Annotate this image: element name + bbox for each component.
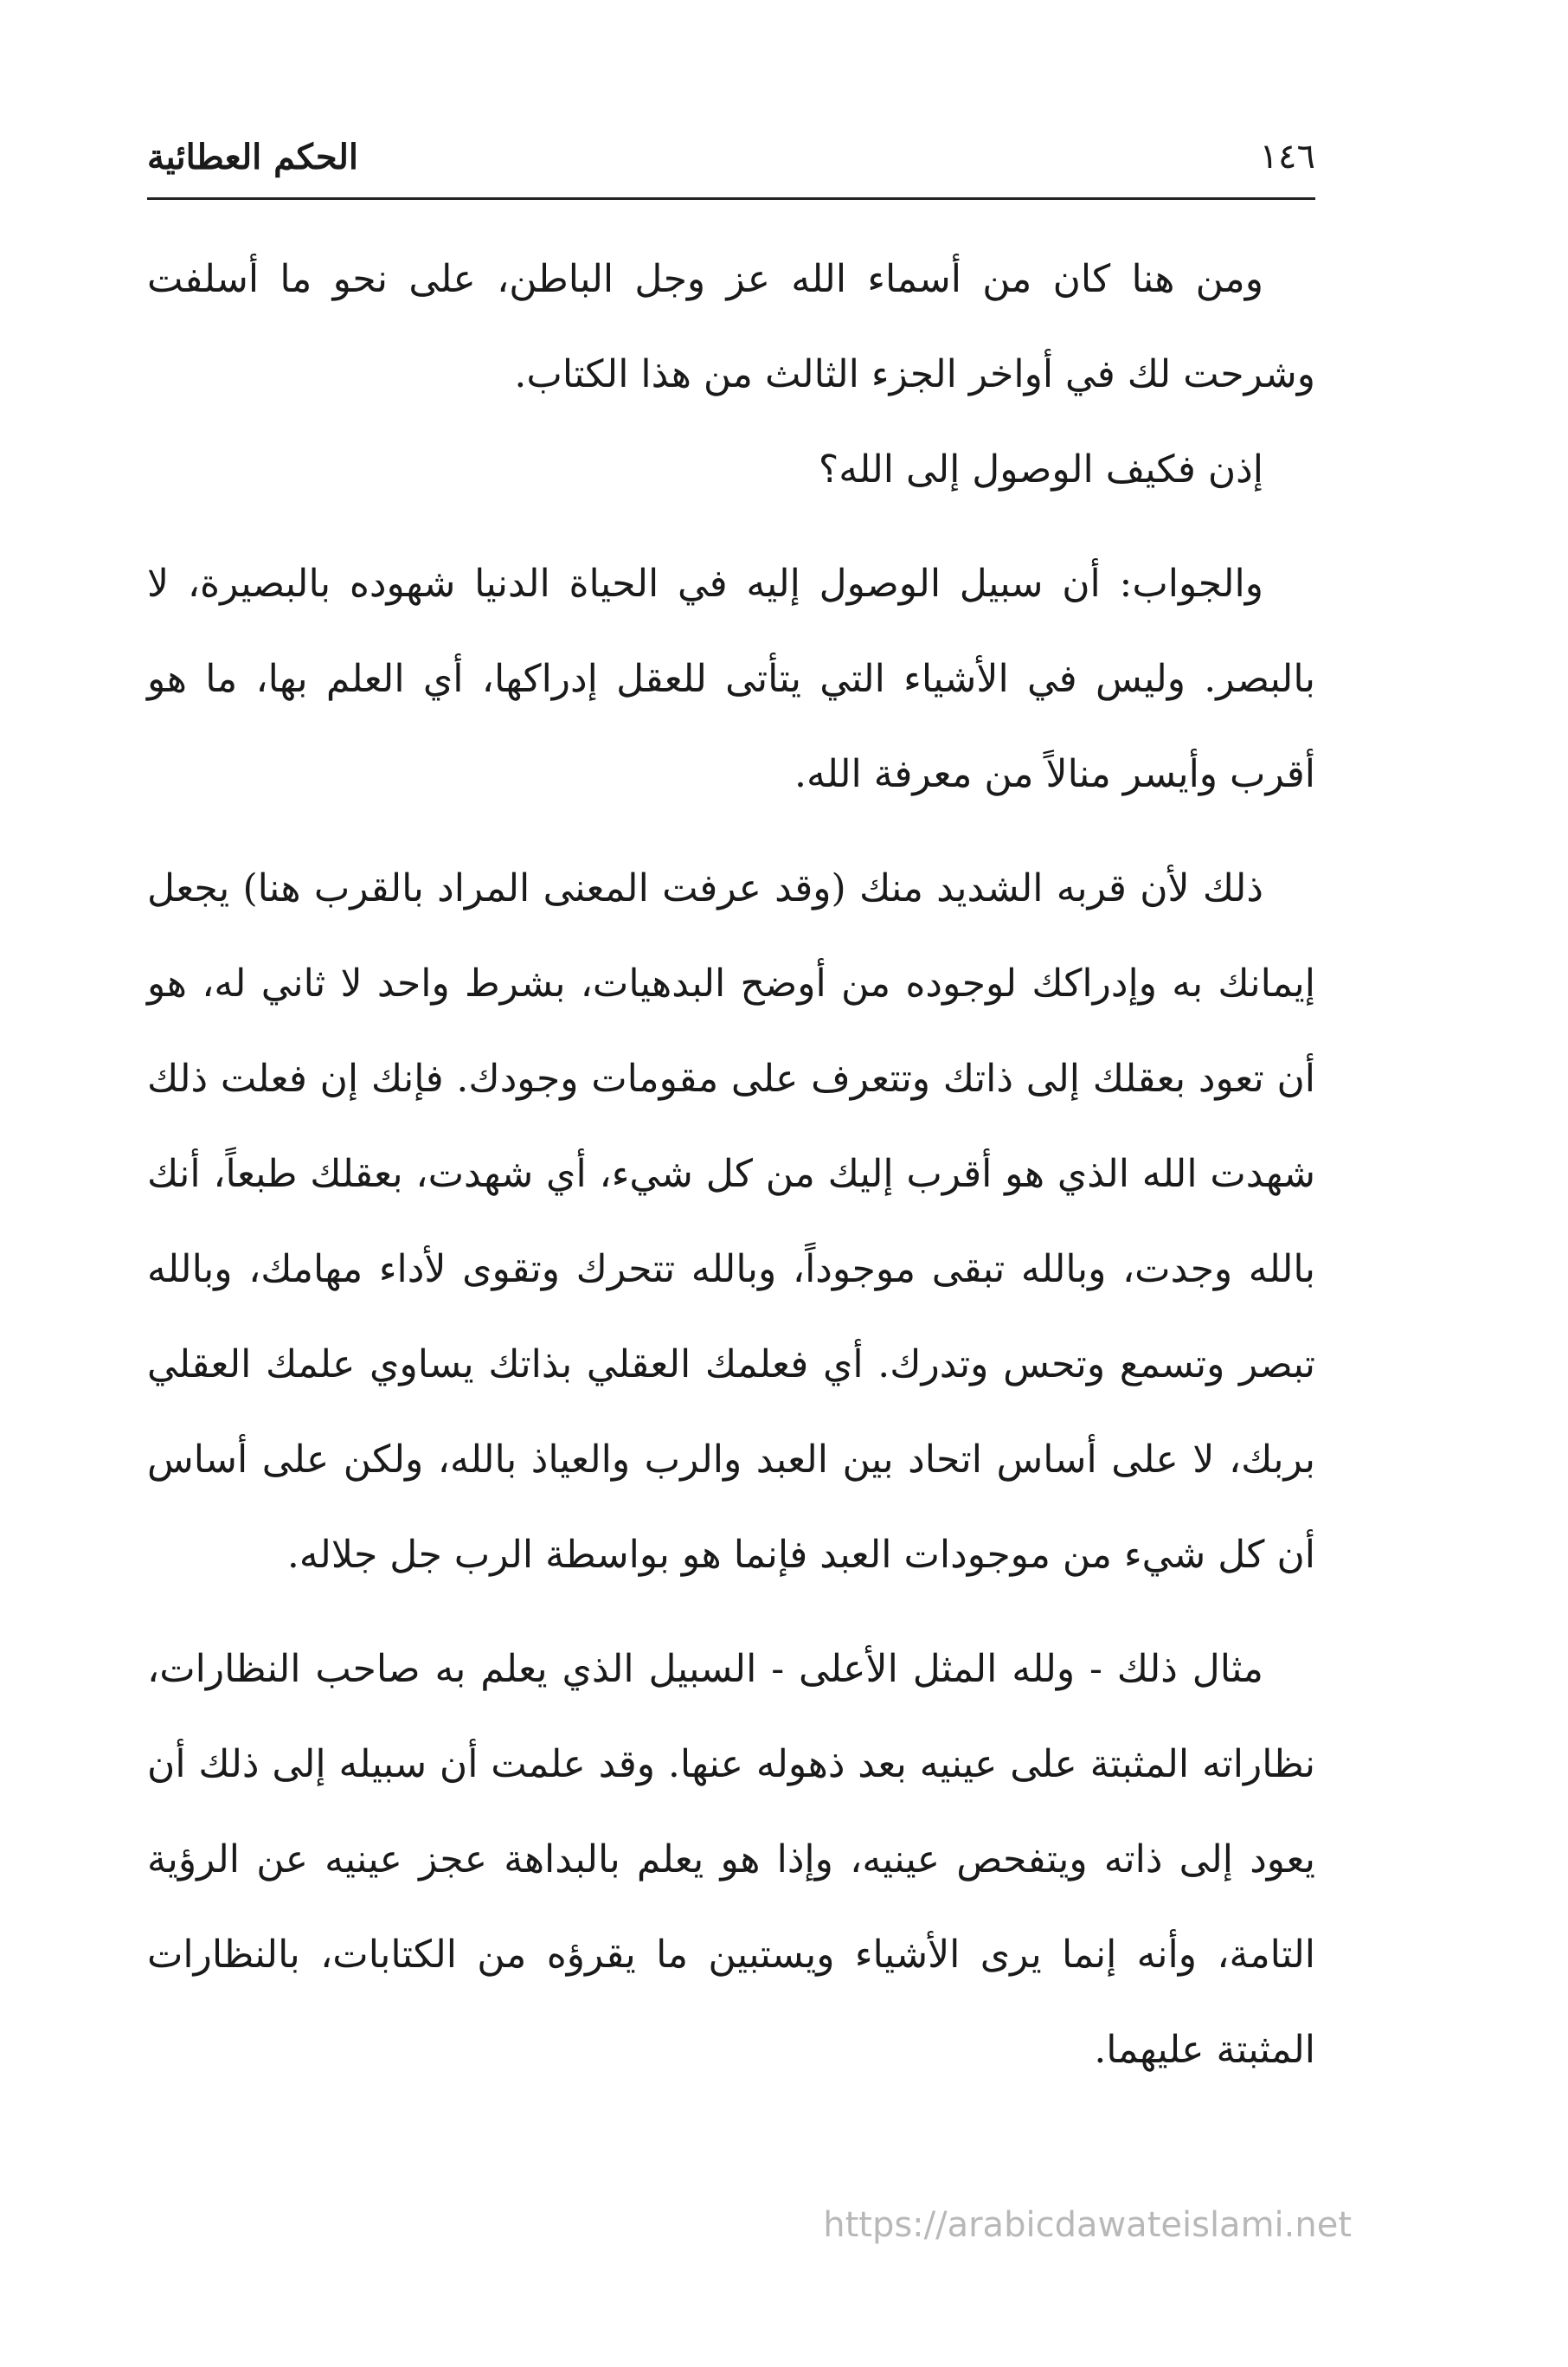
page-header <box>147 130 1315 199</box>
page-number: ١٤٦ <box>1259 137 1315 177</box>
header-rule <box>147 197 1315 200</box>
watermark-url: https://arabicdawateislami.net <box>823 2205 1352 2245</box>
body-text <box>147 232 1315 2098</box>
paragraph: إذن فكيف الوصول إلى الله؟ <box>818 447 1263 492</box>
paragraph: ذلك لأن قربه الشديد منك (وقد عرفت المعنى المراد بالقرب هنا) يجعل إيمانك به وإدراكك لوجوده من أوضح البدهيات، بشرط واحد لا ثاني له، هو أن تعود بعقلك إلى ذاتك وتتعرف على مقومات وجودك. فإنك إن فعلت ذلك شهدت الله الذي هو أقرب إليك من كل شيء، أي شهدت، بعقلك طبعاً، أنك بالله وجدت، وبالله تبقى موجوداً، وبالله تتحرك وتقوى لأداء مهامك، وبالله تبصر وتسمع وتحس وتدرك. أي فعلمك العقلي بذاتك يساوي علمك العقلي بربك، لا على أساس اتحاد بين العبد والرب والعياذ بالله، ولكن على أساس أن كل شيء من موجودات العبد فإنما هو بواسطة الرب جل جلاله. <box>147 866 1315 1577</box>
paragraph: والجواب: أن سبيل الوصول إليه في الحياة الدنيا شهوده بالبصيرة، لا بالبصر. وليس في الأشياء التي يتأتى للعقل إدراكها، أي العلم بها، ما هو أقرب وأيسر منالاً من معرفة الله. <box>147 562 1315 796</box>
running-title: الحكم العطائية <box>147 137 359 177</box>
paragraph: ومن هنا كان من أسماء الله عز وجل الباطن، على نحو ما أسلفت وشرحت لك في أواخر الجزء الثالث من هذا الكتاب. <box>147 257 1315 396</box>
paragraph: مثال ذلك - ولله المثل الأعلى - السبيل الذي يعلم به صاحب النظارات، نظاراته المثبتة على عينيه بعد ذهوله عنها. وقد علمت أن سبيله إلى ذلك أن يعود إلى ذاته ويتفحص عينيه، وإذا هو يعلم بالبداهة عجز عينيه عن الرؤية التامة، وأنه إنما يرى الأشياء ويستبين ما يقرؤه من الكتابات، بالنظارات المثبتة عليهما. <box>147 1647 1315 2072</box>
